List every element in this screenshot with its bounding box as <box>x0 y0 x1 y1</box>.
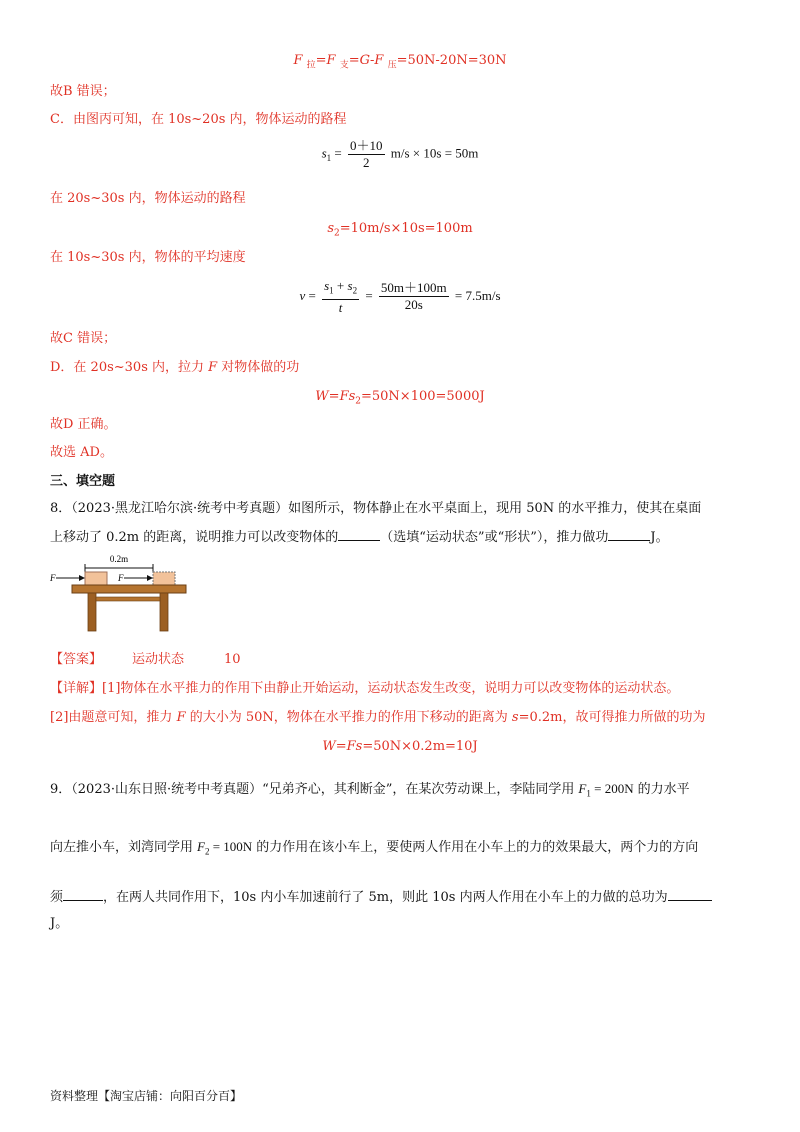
answer-blank <box>668 888 712 901</box>
s2-heading: 在 20s~30s 内，物体运动的路程 <box>50 191 246 206</box>
detail-1: 【详解】[1]物体在水平推力的作用下由静止开始运动，运动状态发生改变，说明力可以改变物体的运动状态。 <box>50 681 680 696</box>
force-label-left: F <box>50 573 56 583</box>
table-top <box>72 585 186 593</box>
choose-answer: 故选 AD。 <box>50 445 113 460</box>
answer-blank <box>63 888 103 901</box>
equation-s1: $s_1$ = $\frac{0+10}{2}$ m/s × 10s = 50m <box>321 138 479 170</box>
q9-line2: 向左推小车，刘湾同学用 $F_2 = 100N$ 的力作用在该小车上，要使两人作用在小车上的力的效果最大，两个力的方向 <box>50 839 699 857</box>
b-wrong: 故B 错误； <box>50 84 116 99</box>
answer-row: 【答案】 运动状态 10 <box>50 652 241 667</box>
footer: 资料整理【淘宝店铺：向阳百分百】 <box>50 1089 243 1103</box>
d-heading: D．在 20s~30s 内，拉力 F 对物体做的功 <box>50 360 300 375</box>
equation-work-q8: W=Fs=50N×0.2m=10J <box>322 739 478 754</box>
answer-blank <box>338 528 380 541</box>
equation-v: v = $\frac{s_1 + s_2}{t}$ = $\frac{50m+100m}{20s}$ = 7.5m/s <box>299 278 501 315</box>
c-heading: C．由图丙可知，在 10s~20s 内，物体运动的路程 <box>50 112 347 127</box>
q9-line3: 须 ，在两人共同作用下，10s 内小车加速前行了 5m，则此 10s 内两人作用在小车上的力做的总功为 <box>50 888 712 907</box>
block-start <box>85 572 107 585</box>
q8-line1: 8．（2023·黑龙江哈尔滨·统考中考真题）如图所示，物体静止在水平桌面上，现用 50N 的水平推力，使其在桌面 <box>50 501 702 516</box>
force-label-mid: F <box>118 573 124 583</box>
equation-s2: $s_2=10m/s\times 10s=100m$ <box>327 221 473 239</box>
q9-line4: J。 <box>50 916 69 931</box>
d-right: 故D 正确。 <box>50 417 117 432</box>
q9-line1: 9．（2023·山东日照·统考中考真题）“兄弟齐心，其利断金”，在某次劳动课上，李陆同学用 $F_1 = 200N$ 的力水平 <box>50 781 690 799</box>
block-end <box>153 572 175 585</box>
answer-blank <box>608 528 650 541</box>
v-heading: 在 10s~30s 内，物体的平均速度 <box>50 250 246 265</box>
q8-line2: 上移动了 0.2m 的距离，说明推力可以改变物体的 （选填“运动状态”或“形状”），推力做功 J。 <box>50 530 669 545</box>
detail-2: [2]由题意可知，推力 F 的大小为 50N，物体在水平推力的作用下移动的距离为 s=0.2m，故可得推力所做的功为 <box>50 710 706 725</box>
table-figure <box>48 550 198 635</box>
equation-friction: F $_拉$=F $_支$=G-F $_压$=50N-20N=30N <box>293 53 507 71</box>
distance-label: 0.2m <box>109 554 129 564</box>
section-title: 三、填空题 <box>50 474 116 489</box>
c-wrong: 故C 错误； <box>50 331 117 346</box>
equation-work: $W=Fs_2=50N\times 100=5000J$ <box>315 389 485 407</box>
